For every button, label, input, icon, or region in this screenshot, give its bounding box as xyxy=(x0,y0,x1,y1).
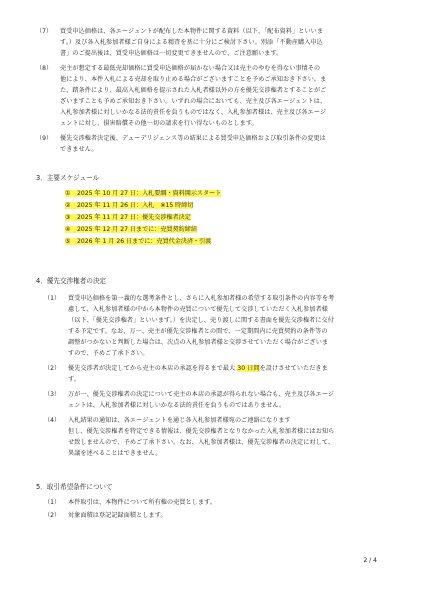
s5-item-2-text: 対象面積は登記記録面積とします。 xyxy=(68,512,167,519)
s4-item-1-number: （1） xyxy=(44,295,61,302)
s5-item-1-number: （1） xyxy=(44,499,61,506)
s4-item-4-line-3: せ致しませんので、予めご了承下さい。なお、入札参加者様は、優先交渉権者の決定に対して、 xyxy=(68,439,335,446)
s4-item-4-line-1: 入札結果の通知は、各エージェントを通じ各入札参加者様宛のご連絡になります xyxy=(68,417,291,424)
s4-item-4-number: （4） xyxy=(44,417,61,424)
item-8-line-1: 売主が想定する最低売却価格に買受申込価格が届かない場合又は売主のやむを得ない事情その xyxy=(60,65,321,72)
item-8-line-4: ざいますことも予めご承知おき下さい。いずれの場合においても、売主及び各エージェントは、 xyxy=(60,98,327,105)
item-8-line-6: ェントに対し、損害賠償その他一切の請求を行い得ないものとします。 xyxy=(60,120,258,127)
item-7-number: （7） xyxy=(36,28,53,35)
item-9-line-1: 優先交渉権者決定後、デューデリジェンス等の結果による買受申込価格および取引条件の変更は xyxy=(60,135,326,142)
schedule-item-2-mark: ② xyxy=(65,202,71,209)
s4-item-2-highlight: 30 日間 xyxy=(237,365,260,372)
schedule-item-5-mark: ⑤ xyxy=(65,238,71,245)
item-9-line-2: できません。 xyxy=(60,146,98,153)
schedule-item-1-mark: ① xyxy=(65,190,71,197)
schedule-item-1-text: 2025 年 10 月 27 日：入札要綱・資料開示スタート xyxy=(77,190,222,197)
s4-item-3-line-1: 万が一、優先交渉権者の決定について売主の本店の承認が得られない場合も、売主及び各エージ xyxy=(68,391,335,398)
schedule-item-2-text: 2025 年 11 月 26 日：入札 ※15 時締切 xyxy=(77,202,194,209)
schedule-item-5-text: 2026 年 1 月 26 日までに：売買代金決済・引渡 xyxy=(77,238,212,245)
s4-item-1-line-4: する予定です。なお、万一、売主が優先交渉権者との間で、一定期間内に売買契約の条件等の xyxy=(68,328,328,335)
item-8-line-2: 他により、本件入札による売却を取り止める場合がございますことを予めご承知おき下さい。ま xyxy=(60,76,327,83)
s4-item-3-line-2: ェントは、入札参加者様に対しいかなる法的責任を負うものではありません。 xyxy=(68,402,286,409)
item-8-line-3: た、踏条件により、最高入札価格を提示された入札者様以外の方を優先交渉権者とすることがご xyxy=(60,87,327,94)
item-7-line-3: 書」のご提出後は、買受申込価格は一切変更できませんので、ご注意願います。 xyxy=(60,50,283,57)
page-number: 2 / 4 xyxy=(363,557,377,564)
schedule-item-1 xyxy=(65,188,221,199)
s4-item-1-line-3: （以下、「優先交渉権者」といいます。）を決定し、売り渡しに関する書面を優先交渉権者に交付 xyxy=(68,317,334,324)
s4-item-4-line-4: 異議を述べることはできません。 xyxy=(68,450,162,457)
schedule-item-2 xyxy=(65,200,193,211)
s4-item-3-number: （3） xyxy=(44,391,61,398)
section-4-heading: 4．優先交渉権者の決定 xyxy=(36,277,107,285)
s4-item-2-line-2: す。 xyxy=(68,376,80,383)
schedule-item-3 xyxy=(65,212,191,223)
item-8-line-5: 入札参加者様に対しいかなる法的責任を負うものではなく、入札参加者様は、売主及び各エージ xyxy=(60,109,327,116)
item-9-number: （9） xyxy=(36,135,53,142)
section-5-heading: 5．取引希望条件について xyxy=(36,483,113,491)
schedule-item-5 xyxy=(65,236,211,247)
item-7-line-2: す。）及び各入札参加者様ご自身による精査を基に十分にご検討下さい。別添「不動産購入申込 xyxy=(60,39,323,46)
s4-item-2-text-before: 優先交渉者が決定してから売主の本店の承認を得るまで最大 xyxy=(68,365,238,372)
item-8-number: （8） xyxy=(36,65,53,72)
s4-item-1-line-2: 慮して、入札参加者様の中から本物件の売買について優先して交渉していただく入札参加者様 xyxy=(68,306,328,313)
s4-item-4-line-2: 但し、優先交渉権者を特定できる情報は、優先交渉権者となりなかった入札参加者様にはお知ら xyxy=(68,428,335,435)
schedule-item-4 xyxy=(65,224,197,235)
section-3-heading: 3．主要スケジュール xyxy=(36,174,100,182)
schedule-item-4-mark: ④ xyxy=(65,226,71,233)
s4-item-2-text-after: を設けさせていただきま xyxy=(259,365,328,372)
s4-item-1-line-5: 調整がつかないと判断した場合は、次点の入札参加者様と交渉させていただく場合がございま xyxy=(68,339,329,346)
s5-item-2-number: （2） xyxy=(44,512,61,519)
s4-item-1-line-1: 買受申込価格を第一義的な選考条件とし、さらに入札参加者様の希望する取引条件の内容等を考 xyxy=(68,295,335,302)
s4-item-1-line-6: すので、予めご了承下さい。 xyxy=(68,350,149,357)
s4-item-2-number: （2） xyxy=(44,365,61,372)
s5-item-1-text: 本件取引は、本物件について所有権の売買とします。 xyxy=(68,499,217,506)
s4-item-2-line-1 xyxy=(68,363,328,374)
item-7-line-1: 買受申込価格は、各エージェントが配布した本物件に関する資料（以下、「配布資料」といいま xyxy=(60,28,324,35)
schedule-item-3-mark: ③ xyxy=(65,214,71,221)
schedule-item-3-text: 2025 年 11 月 27 日：優先交渉権者決定 xyxy=(77,214,191,221)
schedule-item-4-text: 2025 年 12 月 27 日までに：売買契約締結 xyxy=(77,226,197,233)
